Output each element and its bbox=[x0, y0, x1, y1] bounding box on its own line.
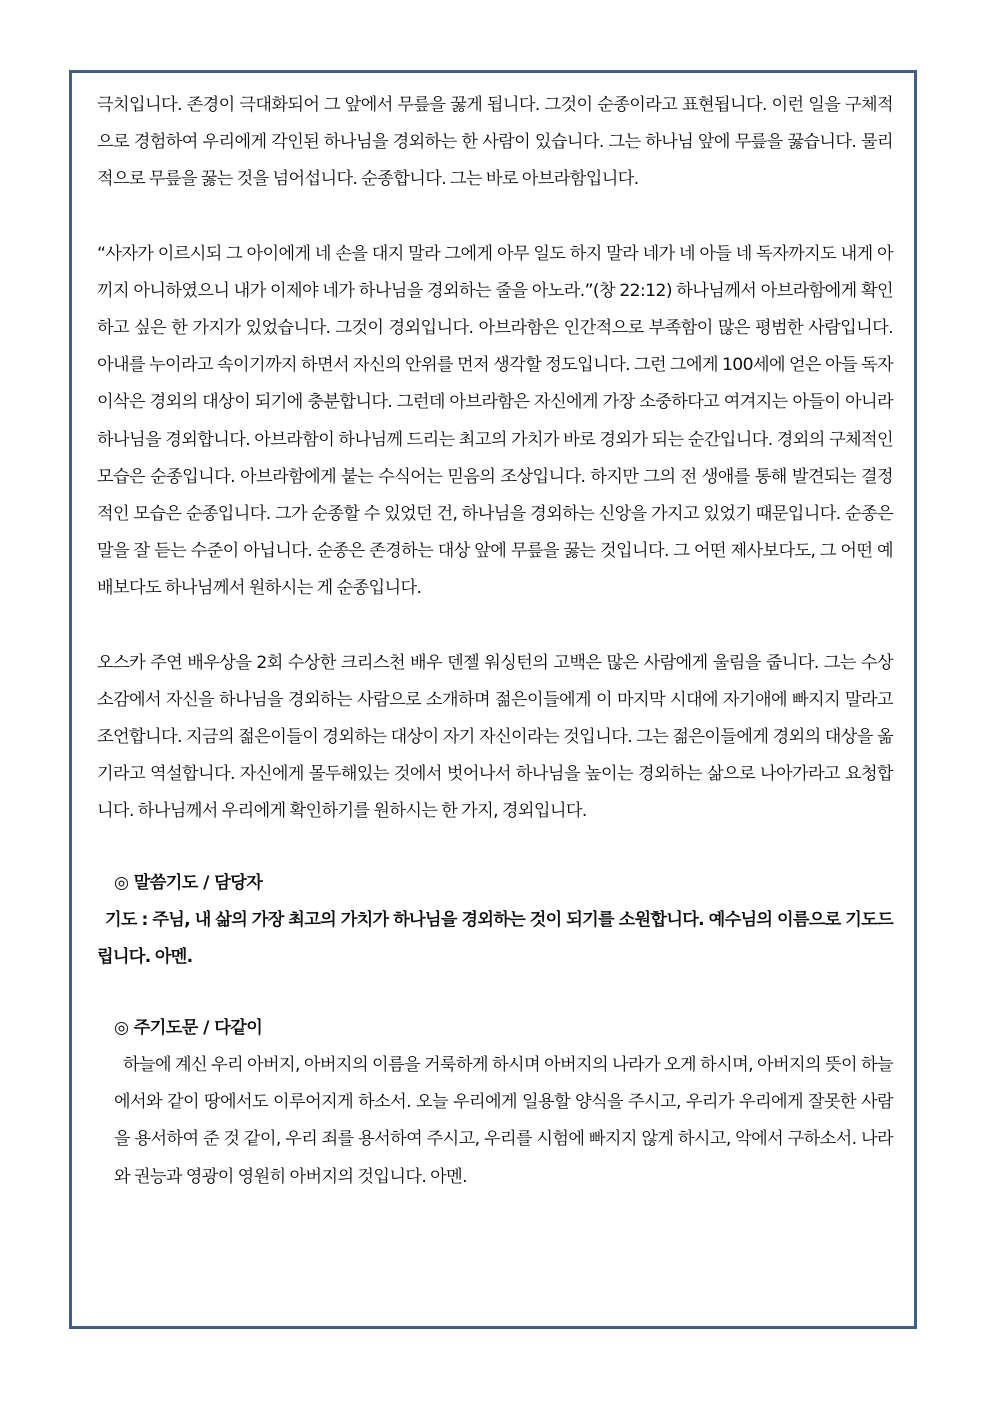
document-body bbox=[97, 87, 893, 1196]
lords-prayer-text: 하늘에 계신 우리 아버지, 아버지의 이름을 거룩하게 하시며 아버지의 나라가 오게 하시며, 아버지의 뜻이 하늘에서와 같이 땅에서도 이루어지게 하소서. 오늘 우리에게 일용할 양식을 주시고, 우리가 우리에게 잘못한 사람을 용서하여 준 것 같이, 우리 죄를 용서하여 주시고, 우리를 시험에 빠지지 않게 하시고, 악에서 구하소서. 나라와 권능과 영광이 영원히 아버지의 것입니다. 아멘. bbox=[114, 1055, 893, 1187]
section-spacer bbox=[97, 976, 893, 1010]
paragraph-2: “사자가 이르시되 그 아이에게 네 손을 대지 말라 그에게 아무 일도 하지 말라 네가 네 아들 네 독자까지도 내게 아끼지 아니하였으니 내가 이제야 네가 하나님을 경외하는 줄을 아노라.”(창 22:12) 하나님께서 아브라함에게 확인하고 싶은 한 가지가 있었습니다. 그것이 경외입니다. 아브라함은 인간적으로 부족함이 많은 평범한 사람입니다. 아내를 누이라고 속이기까지 하면서 자신의 안위를 먼저 생각할 정도입니다. 그런 그에게 100세에 얻은 아들 독자 이삭은 경외의 대상이 되기에 충분합니다. 그런데 아브라함은 자신에게 가장 소중하다고 여겨지는 아들이 아니라 하나님을 경외합니다. 아브라함이 하나님께 드리는 최고의 가치가 바로 경외가 되는 순간입니다. 경외의 구체적인 모습은 순종입니다. 아브라함에게 붙는 수식어는 믿음의 조상입니다. 하지만 그의 전 생애를 통해 발견되는 결정적인 모습은 순종입니다. 그가 순종할 수 있었던 건, 하나님을 경외하는 신앙을 가지고 있었기 때문입니다. 순종은 말을 잘 듣는 수준이 아닙니다. 순종은 존경하는 대상 앞에 무릎을 꿇는 것입니다. 그 어떤 제사보다도, 그 어떤 예배보다도 하나님께서 원하시는 게 순종입니다. bbox=[97, 243, 893, 599]
prayer-text: 기도 : 주님, 내 삶의 가장 최고의 가치가 하나님을 경외하는 것이 되기를 소원합니다. 예수님의 이름으로 기도드립니다. 아멘. bbox=[97, 909, 893, 967]
prayer-heading: ◎ 말씀기도 / 담당자 bbox=[114, 872, 263, 893]
paragraph-3: 오스카 주연 배우상을 2회 수상한 크리스천 배우 덴젤 워싱턴의 고백은 많은 사람에게 울림을 줍니다. 그는 수상 소감에서 자신을 하나님을 경외하는 사람으로 소개하며 젊은이들에게 이 마지막 시대에 자기애에 빠지지 말라고 조언합니다. 지금의 젊은이들이 경외하는 대상이 자기 자신이라는 것입니다. 그는 젊은이들에게 경외의 대상을 옮기라고 역설합니다. 자신에게 몰두해있는 것에서 벗어나서 하나님을 높이는 경외하는 삶으로 나아가라고 요청합니다. 하나님께서 우리에게 확인하기를 원하시는 한 가지, 경외입니다. bbox=[97, 652, 893, 822]
lords-prayer-heading: ◎ 주기도문 / 다같이 bbox=[114, 1018, 263, 1039]
paragraph-spacer bbox=[97, 608, 893, 645]
page-border-frame bbox=[69, 70, 917, 1329]
paragraph-1: 극치입니다. 존경이 극대화되어 그 앞에서 무릎을 꿇게 됩니다. 그것이 순종이라고 표현됩니다. 이런 일을 구체적으로 경험하여 우리에게 각인된 하나님을 경외하는 한 사람이 있습니다. 그는 하나님 앞에 무릎을 꿇습니다. 물리적으로 무릎을 꿇는 것을 넘어섭니다. 순종합니다. 그는 바로 아브라함입니다. bbox=[97, 95, 893, 190]
section-spacer bbox=[97, 831, 893, 865]
paragraph-spacer bbox=[97, 199, 893, 236]
